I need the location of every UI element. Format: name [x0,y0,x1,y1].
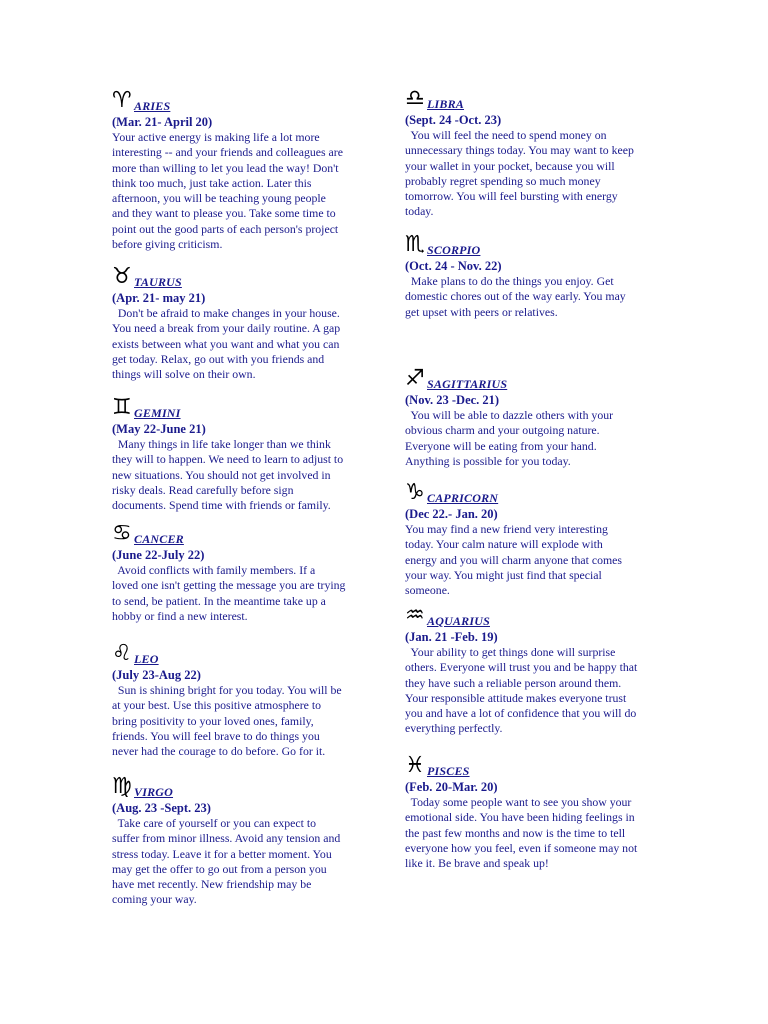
capricorn-icon: ♑ [405,480,425,505]
sign-name: AQUARIUS [427,614,490,628]
sign-name: SCORPIO [427,243,481,257]
gemini-icon: ♊ [112,395,132,420]
sign-forecast: You will feel the need to spend money on unnecessary things today. You may want to keep your wallet in your pocket, because you will probably regret spending so much money tomorrow. You will feel bursting with energy today. [405,128,634,219]
sign-forecast: You will be able to dazzle others with your obvious charm and your outgoing nature. Everyone will be eating from your hand. Anything is possible for you today. [405,408,614,468]
sign-heading [112,641,342,667]
sign-heading [112,521,345,547]
sign-forecast: Don't be afraid to make changes in your house. You need a break from your daily routine. A gap exists between what you want and what you can get today. Relax, go out with you friends and things will solve on their own. [112,306,341,382]
sign-heading [112,264,340,290]
sign-entry-gemini [112,395,344,513]
cancer-icon: ♋ [112,521,132,546]
sign-heading [112,774,340,800]
sign-dates: (Nov. 23 -Dec. 21) [405,393,500,407]
sign-forecast: Your active energy is making life a lot more interesting -- and your friends and colleagues are more than willing to let you lead the way! Don't think too much, just take action. Later this afternoon, you will be teaching young people and they want to please you. Take some time to point out the good parts of each person's project before giving criticism. [112,130,343,252]
sign-forecast: Avoid conflicts with family members. If a loved one isn't getting the message you are trying to send, be patient. In the meantime take up a hobby or find a new interest. [112,563,346,623]
sign-heading [405,86,634,112]
sign-name: CANCER [134,532,184,546]
sign-entry-capricorn [405,480,622,598]
sign-heading [405,603,637,629]
sign-name: CAPRICORN [427,491,499,505]
sign-name: VIRGO [134,785,174,799]
sign-entry-sagittarius [405,366,614,469]
sign-heading [405,480,622,506]
sign-entry-cancer [112,521,346,624]
sign-forecast: Many things in life take longer than we think they will to happen. We need to learn to adjust to new situations. You should not get involved in risky deals. Read carefully before sign documents. Spend time with friends or family. [112,437,344,513]
sign-entry-scorpio [405,232,626,320]
sign-forecast: Take care of yourself or you can expect to suffer from minor illness. Avoid any tension and stress today. Leave it for a better moment. You may get the offer to go out from a person you have met recently. New friendship may be coming your way. [112,816,341,907]
sign-dates: (Dec 22.- Jan. 20) [405,507,498,521]
sign-entry-libra [405,86,634,220]
scorpio-icon: ♏ [405,232,425,257]
virgo-icon: ♍ [112,774,132,799]
sign-entry-pisces [405,753,638,871]
sign-heading [112,395,343,421]
sign-heading [112,88,343,114]
sign-dates: (May 22-June 21) [112,422,206,436]
sign-entry-taurus [112,264,341,382]
leo-icon: ♌ [112,641,132,666]
sign-entry-leo [112,641,342,759]
sign-name: SAGITTARIUS [427,377,508,391]
sign-forecast: Today some people want to see you show your emotional side. You have been hiding feelings in the past few months and now is the time to tell everyone how you feel, even if someone may not like it. Be brave and speak up! [405,795,638,871]
sign-dates: (Jan. 21 -Feb. 19) [405,630,498,644]
sign-name: ARIES [134,99,171,113]
sign-dates: (Oct. 24 - Nov. 22) [405,259,502,273]
sign-forecast: Make plans to do the things you enjoy. Get domestic chores out of the way early. You may get upset with peers or relatives. [405,274,626,319]
sign-entry-virgo [112,774,341,908]
sign-dates: (July 23-Aug 22) [112,668,201,682]
sign-forecast: Your ability to get things done will surprise others. Everyone will trust you and be happy that they have such a reliable person around them. Your responsible attitude makes everyone trust you and have a lot of confidence that you will do everything perfectly. [405,645,638,736]
libra-icon: ♎ [405,86,425,111]
sign-name: TAURUS [134,275,182,289]
sign-dates: (Mar. 21- April 20) [112,115,213,129]
aries-icon: ♈ [112,88,132,113]
sign-dates: (Feb. 20-Mar. 20) [405,780,498,794]
sign-dates: (June 22-July 22) [112,548,205,562]
sign-name: LEO [134,652,159,666]
sign-name: GEMINI [134,406,181,420]
sign-dates: (Aug. 23 -Sept. 23) [112,801,211,815]
taurus-icon: ♉ [112,264,132,289]
sign-dates: (Sept. 24 -Oct. 23) [405,113,502,127]
sign-forecast: Sun is shining bright for you today. You will be at your best. Use this positive atmosphere to bring positivity to your loved ones, family, friends. You will feel brave to do things you never had the courage to do before. Go for it. [112,683,342,759]
sign-entry-aquarius [405,603,638,737]
sign-heading [405,366,613,392]
sagittarius-icon: ♐ [405,366,425,391]
sign-dates: (Apr. 21- may 21) [112,291,206,305]
aquarius-icon: ♒ [405,603,425,628]
sign-forecast: You may find a new friend very interesting today. Your calm nature will explode with energy and you will charm anyone that comes your way. You might just find that special someone. [405,522,622,598]
sign-name: PISCES [427,764,470,778]
sign-entry-aries [112,88,343,252]
pisces-icon: ♓ [405,753,425,778]
sign-heading [405,232,626,258]
sign-heading [405,753,637,779]
sign-name: LIBRA [427,97,465,111]
